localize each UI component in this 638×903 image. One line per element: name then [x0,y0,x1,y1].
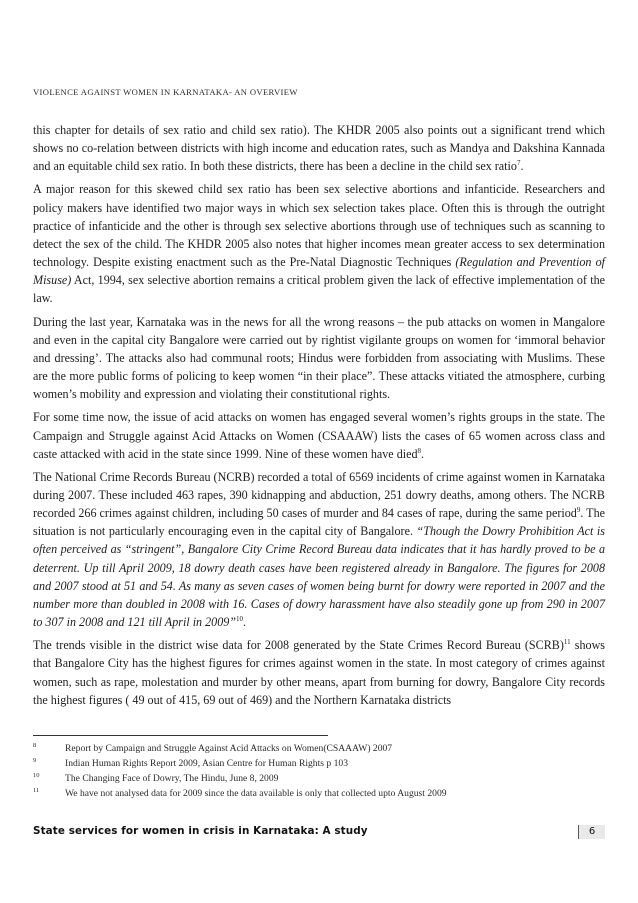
footnote-number: 11 [33,787,40,794]
paragraph-2 [33,180,605,307]
footnote-item [33,786,605,801]
footnote-number: 9 [33,757,37,764]
paragraph-2-italic: (Regulation and Prevention of Misuse) [33,255,605,288]
paragraph-2-tail: Act, 1994, sex selective abortion remains a critical problem given the lack of effective implementation of the law. [33,273,605,306]
paragraph-5-mid: . The situation is not particularly encouraging even in the capital city of Bangalore. [33,506,605,539]
footnote-item [33,756,605,771]
paragraph-4 [33,408,605,462]
paragraph-1 [33,121,605,175]
page-number: 6 [578,825,605,839]
paragraph-2-text: A major reason for this skewed child sex ratio has been sex selective abortions and infanticide. Researchers and policy makers have identified two major ways in which sex selection takes place. Often this is through the outright practice of infanticide and the other is through sex selective abortions through use of techniques such as scanning to detect the sex of the child. The KHDR 2005 also notes that higher incomes mean greater access to sex determination technology. Despite existing enactment such as the Pre-Natal Diagnostic Techniques [33,182,605,270]
page-footer [33,825,605,839]
paragraph-3-text: During the last year, Karnataka was in the news for all the wrong reasons – the pub attacks on women in Mangalore and even in the capital city Bangalore were carried out by rightist vigilante groups on women for ‘immoral behavior and dressing’. The attacks also had communal roots; Hindus were forbidden from associating with Muslims. These are the more public forms of policing to keep women “in their place”. These attacks vitiated the atmosphere, curbing women’s mobility and expression and violating their constitutional rights. [33,314,605,402]
paragraph-5-tail: . [243,615,247,630]
footnote-ref-11: 11 [563,638,571,647]
footnote-ref-9: 9 [576,506,581,515]
paragraph-5 [33,468,605,631]
footnote-number: 8 [33,742,37,749]
footnote-ref-8: 8 [417,446,422,455]
paragraph-1-tail: . [520,159,524,174]
running-head: VIOLENCE AGAINST WOMEN IN KARNATAKA- AN OVERVIEW [33,87,298,97]
footnote-item [33,771,605,786]
footnote-divider [33,735,328,736]
footnote-text: The Changing Face of Dowry, The Hindu, June 8, 2009 [65,773,279,784]
paragraph-1-text: this chapter for details of sex ratio and child sex ratio). The KHDR 2005 also points out a significant trend which shows no co-relation between districts with high income and education rates, such as Mandya and Dakshina Kannada and an equitable child sex ratio. In both these districts, there has been a decline in the child sex ratio [33,123,605,174]
paragraph-5-text: The National Crime Records Bureau (NCRB) recorded a total of 6569 incidents of crime against women in Karnataka during 2007. These included 463 rapes, 390 kidnapping and abduction, 251 dowry deaths, among others. The NCRB recorded 266 crimes against children, including 50 cases of murder and 84 cases of rape, during the same period [33,469,605,521]
footnote-ref-10: 10 [236,615,244,624]
footnotes [33,741,605,801]
paragraph-4-text: For some time now, the issue of acid attacks on women has engaged several women’s rights groups in the state. The Campaign and Struggle against Acid Attacks on Women (CSAAAW) lists the cases of 65 women across class and caste attacked with acid in the state since 1999. Nine of these women have died [33,410,605,461]
paragraph-6 [33,636,605,709]
paragraph-5-italic: “Though the Dowry Prohibition Act is often perceived as “stringent”, Bangalore City Crime Record Bureau data indicates that it has hardly proved to be a deterrent. Up till April 2009, 18 dowry death cases have been registered already in Bangalore. The figures for 2008 and 2007 stood at 51 and 54. As many as seven cases of women being burnt for dowry were reported in 2007 and the number more than doubled in 2008 with 16. Cases of dowry harassment have also steadily gone up from 290 in 2007 to 307 in 2008 and 121 till April in 2009” [33,524,605,630]
paragraph-3 [33,313,605,404]
footnote-text: Report by Campaign and Struggle Against Acid Attacks on Women(CSAAAW) 2007 [65,743,393,754]
footnote-ref-7: 7 [516,159,521,168]
footnote-number: 10 [33,772,40,779]
paragraph-6-tail: shows that Bangalore City has the highest figures for crimes against women in the state. In most category of crimes against women, such as rape, molestation and murder by other means, apart from burning for dowry, Bangalore City records the highest figures ( 49 out of 415, 69 out of 469) and the Northern Karnataka districts [33,638,606,707]
body-text [33,121,605,714]
footnote-text: Indian Human Rights Report 2009, Asian Centre for Human Rights p 103 [65,758,348,769]
paragraph-4-tail: . [421,446,425,461]
footnote-text: We have not analysed data for 2009 since the data available is only that collected upto August 2009 [65,788,447,799]
footnote-item [33,741,605,756]
footer-title: State services for women in crisis in Karnataka: A study [33,825,368,837]
paragraph-6-text: The trends visible in the district wise data for 2008 generated by the State Crimes Record Bureau (SCRB) [33,638,564,653]
